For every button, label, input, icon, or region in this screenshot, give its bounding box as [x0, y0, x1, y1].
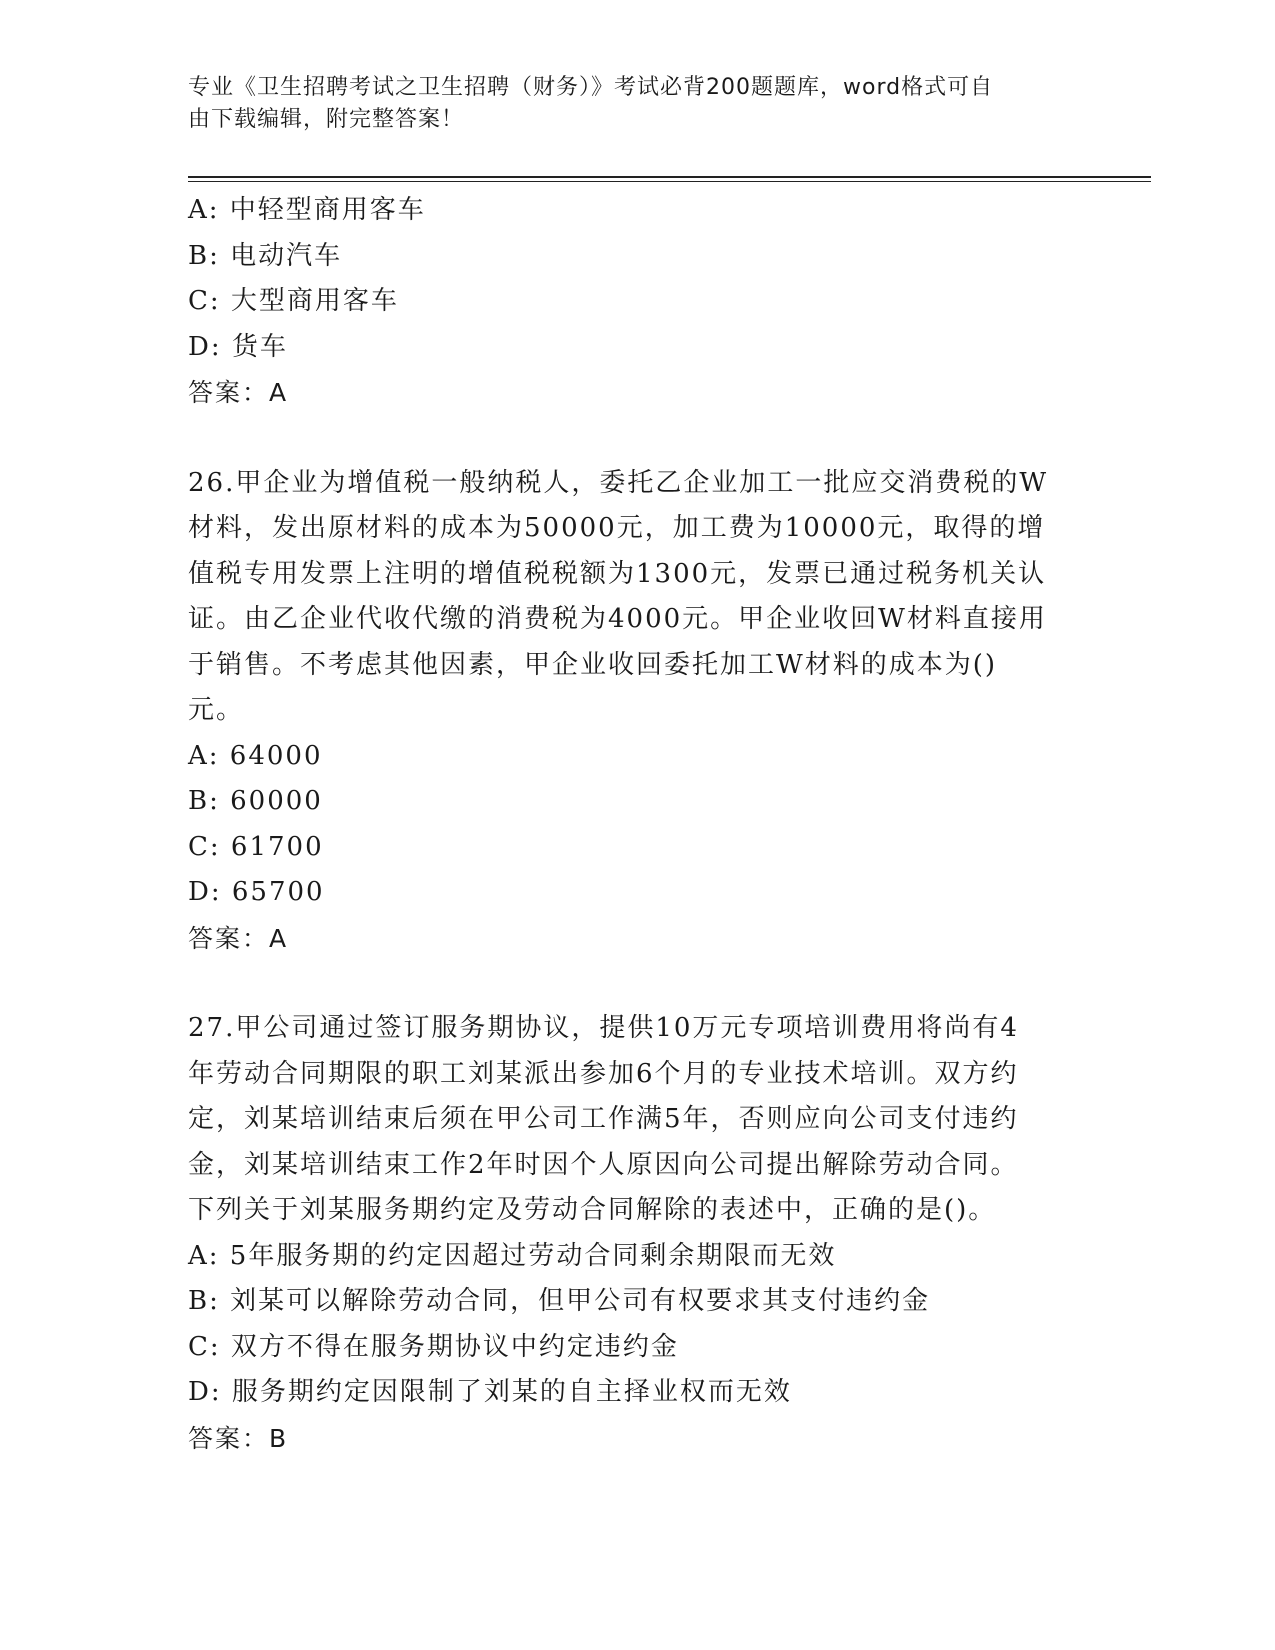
option-d: D: 服务期约定因限制了刘某的自主择业权而无效 [188, 1377, 792, 1407]
option-a: A: 中轻型商用客车 [188, 195, 426, 225]
option-d: D: 65700 [188, 877, 325, 907]
question-25 [188, 188, 1088, 416]
header-line-1: 专业《卫生招聘考试之卫生招聘（财务）》考试必背200题题库，word格式可自 [188, 75, 994, 100]
option-c: C: 61700 [188, 831, 324, 862]
option-a: A: 5年服务期的约定因超过劳动合同剩余期限而无效 [188, 1240, 837, 1271]
answer: 答案：A [188, 923, 289, 953]
header-divider [188, 176, 1151, 182]
question-text-line: 证。由乙企业代收代缴的消费税为4000元。甲企业收回W材料直接用 [188, 604, 1047, 634]
question-text-line: 金，刘某培训结束工作2年时因个人原因向公司提出解除劳动合同。 [188, 1149, 1019, 1180]
option-b: B: 60000 [188, 786, 323, 816]
question-text-line: 27.甲公司通过签订服务期协议，提供10万元专项培训费用将尚有4 [188, 1013, 1019, 1043]
question-text-line: 下列关于刘某服务期约定及劳动合同解除的表述中，正确的是()。 [188, 1195, 997, 1225]
option-c: C: 双方不得在服务期协议中约定违约金 [188, 1331, 679, 1362]
question-27 [188, 1006, 1088, 1461]
option-d: D: 货车 [188, 331, 288, 362]
question-text-line: 26.甲企业为增值税一般纳税人，委托乙企业加工一批应交消费税的W [188, 467, 1049, 498]
option-b: B: 刘某可以解除劳动合同，但甲公司有权要求其支付违约金 [188, 1286, 931, 1316]
question-text-line: 于销售。不考虑其他因素，甲企业收回委托加工W材料的成本为() [188, 649, 998, 680]
question-content [188, 188, 1088, 1461]
option-c: C: 大型商用客车 [188, 286, 399, 316]
option-b: B: 电动汽车 [188, 240, 343, 271]
header-line-2: 由下载编辑，附完整答案！ [188, 107, 465, 132]
document-header [188, 72, 1068, 136]
question-text-line: 值税专用发票上注明的增值税税额为1300元，发票已通过税务机关认 [188, 558, 1047, 589]
answer: 答案：A [188, 378, 289, 407]
spacer [188, 416, 1088, 461]
spacer [188, 961, 1088, 1006]
question-text-line: 年劳动合同期限的职工刘某派出参加6个月的专业技术培训。双方约 [188, 1058, 1019, 1089]
answer: 答案：B [188, 1423, 289, 1453]
question-text-line: 材料，发出原材料的成本为50000元，加工费为10000元，取得的增 [188, 513, 1046, 543]
option-a: A: 64000 [188, 740, 323, 771]
question-text-line: 元。 [188, 695, 245, 725]
question-26 [188, 461, 1088, 962]
question-text-line: 定，刘某培训结束后须在甲公司工作满5年，否则应向公司支付违约 [188, 1104, 1019, 1134]
